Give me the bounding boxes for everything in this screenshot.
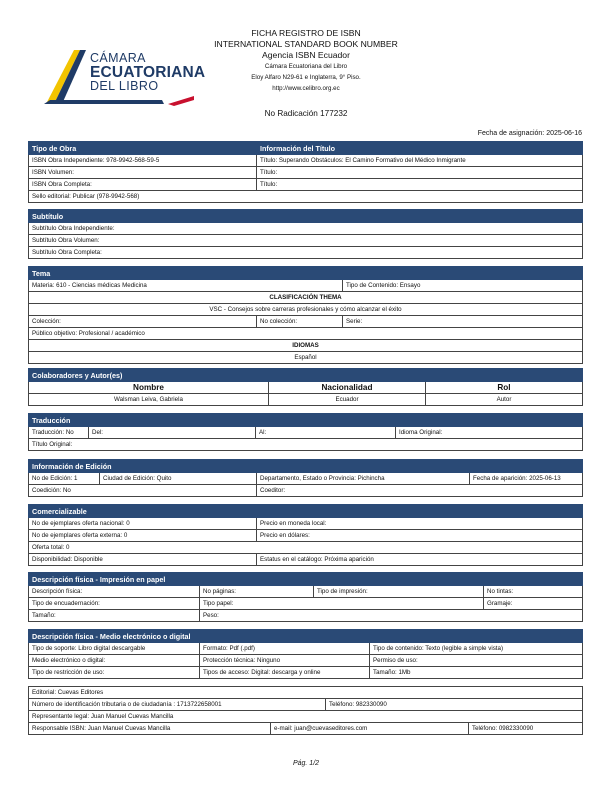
formato: Formato: Pdf (.pdf): [200, 643, 370, 655]
departamento: Departamento, Estado o Provincia: Pichincha: [257, 473, 470, 485]
logo-line-3: DEL LIBRO: [90, 79, 159, 93]
serie: Serie:: [343, 316, 583, 328]
digital-header: Descripción física - Medio electrónico o digital: [29, 630, 583, 643]
autor-nombre: Walsman Leiva, Gabriela: [29, 394, 269, 406]
medio-electronico: Medio electrónico o digital:: [29, 655, 200, 667]
isbn-completa: ISBN Obra Completa:: [29, 179, 257, 191]
autor-rol: Autor: [426, 394, 583, 406]
telefono-editorial: Teléfono: 982330090: [326, 699, 583, 711]
isbn-independiente: ISBN Obra Independiente: 978-9942-568-59-5: [29, 155, 257, 167]
no-tintas: No tintas:: [484, 586, 583, 598]
tipos-acceso: Tipos de acceso: Digital: descarga y online: [200, 667, 370, 679]
section-fisica-papel: [28, 572, 583, 622]
coeditor: Coeditor:: [257, 485, 583, 497]
traduccion: Traducción: No: [29, 427, 89, 439]
header-block: [200, 28, 412, 94]
responsable-isbn: Responsable ISBN: Juan Manuel Cuevas Mancilla: [29, 723, 271, 735]
header-title-3: Agencia ISBN Ecuador: [262, 50, 350, 60]
section-comercializable: [28, 504, 583, 566]
header-org: Cámara Ecuatoriana del Libro: [264, 63, 348, 70]
logo-line-1: CÁMARA: [90, 51, 146, 65]
traduccion-header: Traducción: [29, 414, 583, 427]
coedicion: Coedición: No: [29, 485, 257, 497]
fecha-aparicion: Fecha de aparición: 2025-06-13: [470, 473, 583, 485]
titulo-completa: Título:: [257, 179, 583, 191]
ciudad-edicion: Ciudad de Edición: Quito: [100, 473, 257, 485]
section-edicion: [28, 459, 583, 497]
precio-local: Precio en moneda local:: [257, 518, 583, 530]
fecha-asignacion: Fecha de asignación: 2025-06-16: [477, 130, 582, 137]
numero-identificacion: Número de identificación tributaria o de ciudadanía : 1713722658001: [29, 699, 326, 711]
logo-line-2: ECUATORIANA: [90, 63, 206, 81]
coleccion: Colección:: [29, 316, 257, 328]
traduccion-del: Del:: [89, 427, 256, 439]
oferta-nacional: No de ejemplares oferta nacional: 0: [29, 518, 257, 530]
tamano-digital: Tamaño: 1Mb: [370, 667, 583, 679]
tipo-restriccion: Tipo de restricción de uso:: [29, 667, 200, 679]
section-editorial: [28, 686, 583, 735]
section-subtitulo: [28, 209, 583, 259]
tipo-contenido-digital: Tipo de contenido: Texto (legible a simple vista): [370, 643, 583, 655]
tipo-papel: Tipo papel:: [200, 598, 484, 610]
page-number: Pág. 1/2: [292, 760, 320, 767]
subtitulo-independiente: Subtítulo Obra Independiente:: [29, 223, 583, 235]
logo-text: [90, 52, 205, 93]
header-title-1: FICHA REGISTRO DE ISBN: [251, 28, 361, 38]
section-tema: [28, 266, 583, 364]
logo-base: [44, 100, 164, 104]
section-digital: [28, 629, 583, 679]
tipo-soporte: Tipo de soporte: Libro digital descargable: [29, 643, 200, 655]
gramaje: Gramaje:: [484, 598, 583, 610]
section-colaboradores: [28, 368, 583, 406]
titulo-original: Título Original:: [29, 439, 583, 451]
traduccion-al: Al:: [256, 427, 396, 439]
materia: Materia: 610 - Ciencias médicas Medicina: [29, 280, 343, 292]
email[interactable]: e-mail: juan@cuevaseditores.com: [271, 723, 469, 735]
fisica-header: Descripción física - Impresión en papel: [29, 573, 583, 586]
thema-header: CLASIFICACIÓN THEMA: [29, 292, 583, 304]
radicacion-number: No Radicación 177232: [264, 109, 348, 118]
tipo-encuadernacion: Tipo de encuadernación:: [29, 598, 200, 610]
tema-header: Tema: [29, 267, 583, 280]
idiomas-header: IDIOMAS: [29, 340, 583, 352]
estatus-catalogo: Estatus en el catálogo: Próxima aparición: [257, 554, 583, 566]
permiso-uso: Permiso de uso:: [370, 655, 583, 667]
tamano-papel: Tamaño:: [29, 610, 200, 622]
no-paginas: No páginas:: [200, 586, 314, 598]
header-address: Eloy Alfaro N29-61 e Inglaterra, 9° Piso.: [251, 74, 361, 81]
editorial: Editorial: Cuevas Editores: [29, 687, 583, 699]
subtitulo-header: Subtítulo: [29, 210, 583, 223]
no-coleccion: No colección:: [257, 316, 343, 328]
thema-value: VSC - Consejos sobre carreras profesionales y cómo alcanzar el éxito: [29, 304, 583, 316]
publico-objetivo: Público objetivo: Profesional / académico: [29, 328, 583, 340]
col-rol: Rol: [426, 382, 583, 394]
representante-legal: Representante legal: Juan Manuel Cuevas Mancilla: [29, 711, 583, 723]
precio-dolares: Precio en dólares:: [257, 530, 583, 542]
isbn-volumen: ISBN Volumen:: [29, 167, 257, 179]
idioma-value: Español: [29, 352, 583, 364]
idioma-original: Idioma Original:: [396, 427, 583, 439]
section-traduccion: [28, 413, 583, 451]
subtitulo-volumen: Subtítulo Obra Volumen:: [29, 235, 583, 247]
titulo-volumen: Título:: [257, 167, 583, 179]
header-url[interactable]: http://www.celibro.org.ec: [272, 85, 340, 92]
logo-stripe-red: [168, 96, 194, 106]
oferta-total: Oferta total: 0: [29, 542, 583, 554]
proteccion-tecnica: Protección técnica: Ninguno: [200, 655, 370, 667]
col-nacionalidad: Nacionalidad: [269, 382, 426, 394]
peso: Peso:: [200, 610, 583, 622]
oferta-externa: No de ejemplares oferta externa: 0: [29, 530, 257, 542]
telefono-responsable: Teléfono: 0982330090: [469, 723, 583, 735]
section-obra: [28, 141, 583, 203]
tipo-contenido: Tipo de Contenido: Ensayo: [343, 280, 583, 292]
tipo-impresion: Tipo de impresión:: [314, 586, 484, 598]
header-title-2: INTERNATIONAL STANDARD BOOK NUMBER: [214, 39, 398, 49]
comercial-header: Comercializable: [29, 505, 583, 518]
subtitulo-completa: Subtítulo Obra Completa:: [29, 247, 583, 259]
no-edicion: No de Edición: 1: [29, 473, 100, 485]
titulo-independiente: Título: Superando Obstáculos: El Camino Formativo del Médico Inmigrante: [257, 155, 583, 167]
disponibilidad: Disponibilidad: Disponible: [29, 554, 257, 566]
autor-nacionalidad: Ecuador: [269, 394, 426, 406]
colaboradores-header: Colaboradores y Autor(es): [29, 369, 583, 382]
edicion-header: Información de Edición: [29, 460, 583, 473]
obra-header: Tipo de Obra: [29, 142, 257, 155]
sello-editorial: Sello editorial: Publicar (978-9942-568): [29, 191, 583, 203]
descripcion-fisica: Descripción física:: [29, 586, 200, 598]
titulo-header: Información del Título: [257, 142, 583, 155]
col-nombre: Nombre: [29, 382, 269, 394]
